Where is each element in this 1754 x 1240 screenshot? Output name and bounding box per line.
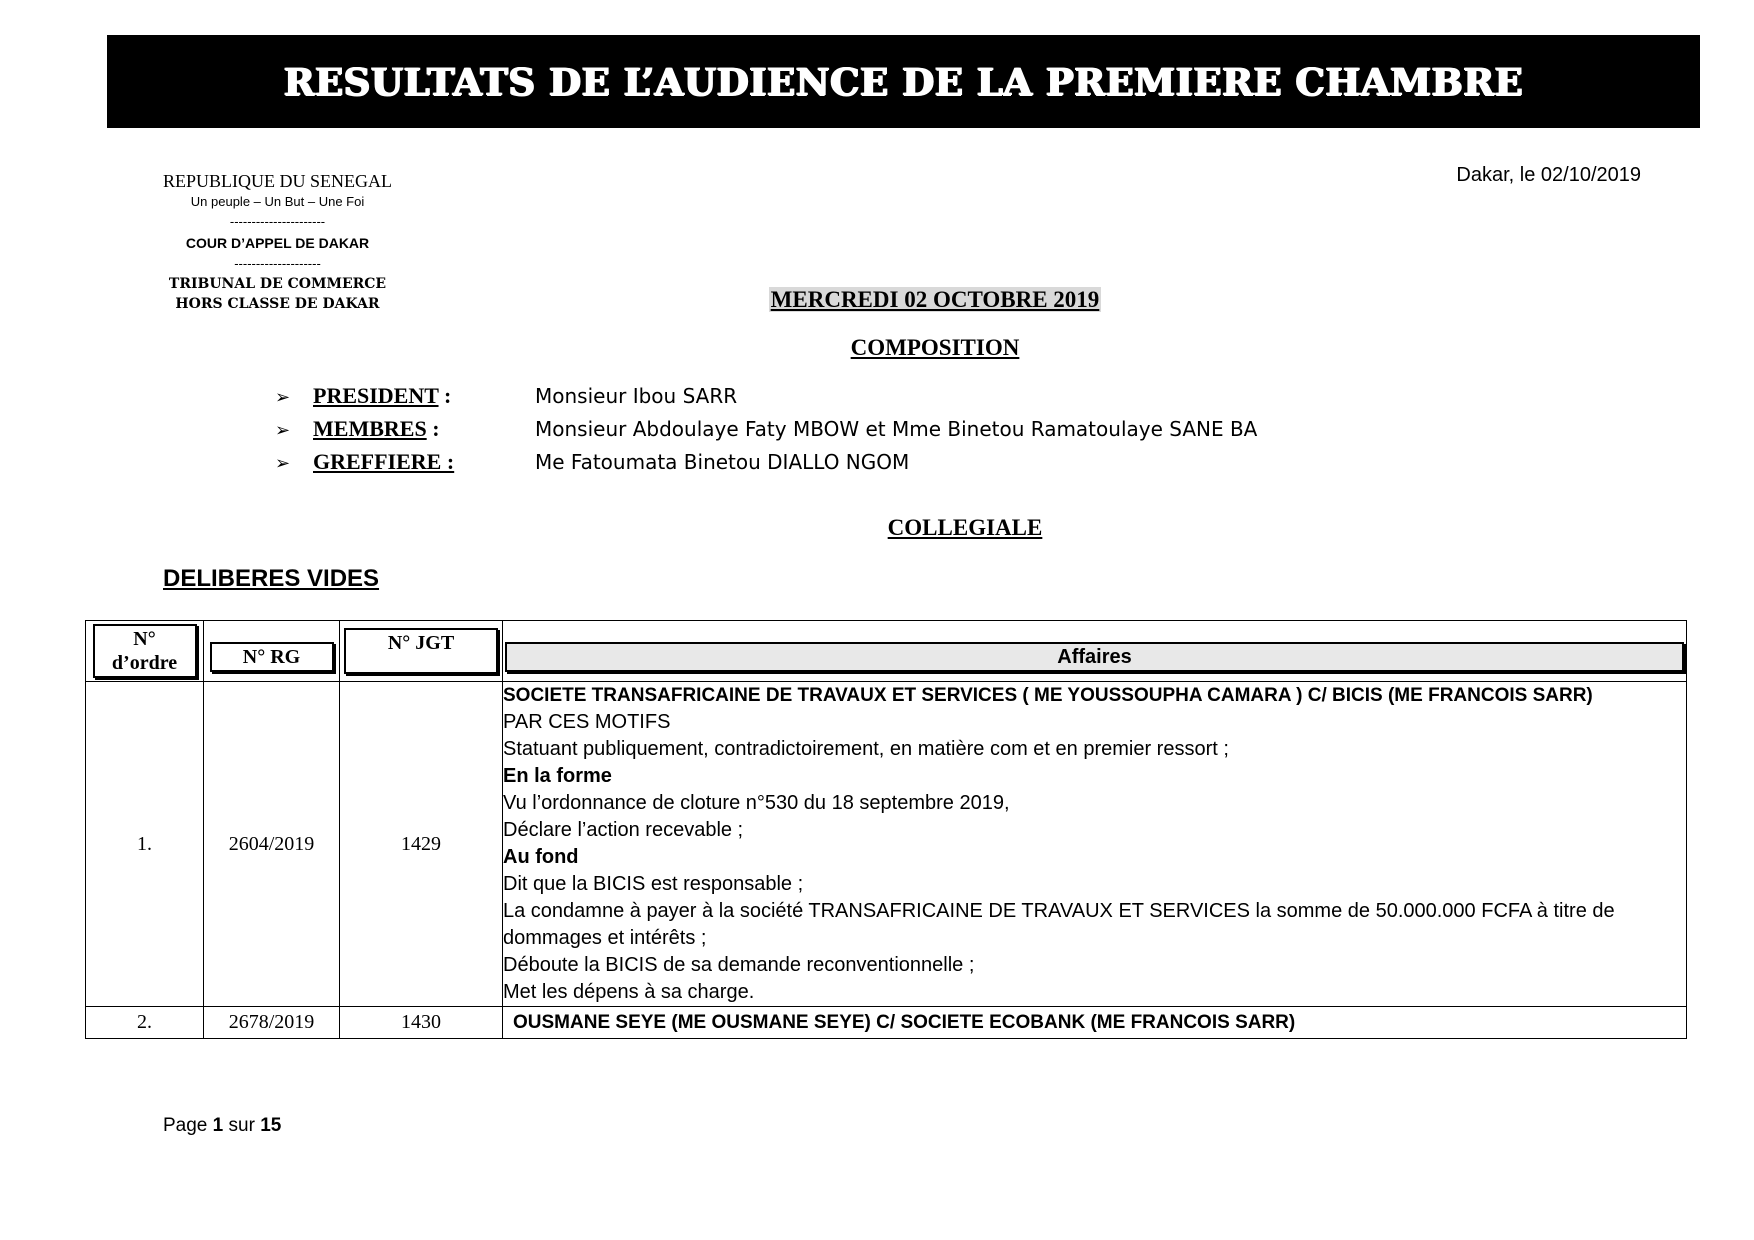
header-jgt: N° JGT [340,621,503,682]
header-rg: N° RG [204,621,340,682]
ruling-line: Met les dépens à sa charge. [503,981,755,1003]
page-total: 15 [260,1115,282,1136]
court-header [145,170,410,314]
document-banner [107,35,1700,128]
composition-role: PRESIDENT : [313,383,452,408]
composition-role: MEMBRES : [313,416,440,441]
composition-person: Me Fatoumata Binetou DIALLO NGOM [535,450,910,474]
cell-rg: 2678/2019 [204,1007,340,1039]
banner-title: RESULTATS DE L’AUDIENCE DE LA PREMIERE CHAMBRE [283,59,1524,104]
header-order: N° d’ordre [86,621,204,682]
ruling-line: La condamne à payer à la société TRANSAFRICAINE DE TRAVAUX ET SERVICES la somme de 50.000.000 FCFA à titre de dommages et intérêts ; [503,900,1615,949]
page-word: Page [163,1115,208,1136]
ruling-line: Déclare l’action recevable ; [503,819,744,841]
arrow-bullet-icon: ➢ [275,420,291,441]
cell-rg: 2604/2019 [204,682,340,1007]
composition-list [275,383,1257,482]
composition-row-president [275,383,1257,416]
ruling-line: Statuant publiquement, contradictoirement, en matière com et en premier ressort ; [503,738,1229,760]
ruling-heading: En la forme [503,765,612,787]
cell-jgt: 1430 [340,1007,503,1039]
ruling-line: PAR CES MOTIFS [503,711,671,733]
cell-order: 1. [86,682,204,1007]
composition-person: Monsieur Ibou SARR [535,384,738,408]
arrow-bullet-icon: ➢ [275,453,291,474]
cell-affaire [503,1007,1687,1039]
separator: ---------------------- [229,214,326,229]
ruling-line: Dit que la BICIS est responsable ; [503,873,804,895]
composition-role: GREFFIERE : [313,449,455,474]
composition-row-membres [275,416,1257,449]
case-parties: OUSMANE SEYE (ME OUSMANE SEYE) C/ SOCIETE ECOBANK (ME FRANCOIS SARR) [513,1012,1296,1033]
results-table [85,620,1687,1039]
section-title: DELIBERES VIDES [163,565,380,592]
cell-jgt: 1429 [340,682,503,1007]
header-affaires: Affaires [503,621,1687,682]
ruling-line: Déboute la BICIS de sa demande reconventionnelle ; [503,954,975,976]
place-date: Dakar, le 02/10/2019 [1456,164,1641,186]
page-of-word: sur [228,1115,255,1136]
composition-title: COMPOSITION [850,335,1020,360]
tribunal-name-line2: HORS CLASSE DE DAKAR [175,296,380,312]
court-name: COUR D’APPEL DE DAKAR [185,235,370,251]
ruling-heading: Au fond [503,846,579,868]
composition-person: Monsieur Abdoulaye Faty MBOW et Mme Binetou Ramatoulaye SANE BA [535,417,1258,441]
hearing-date [760,287,1110,313]
national-motto: Un peuple – Un But – Une Foi [190,194,365,209]
arrow-bullet-icon: ➢ [275,387,291,408]
hearing-date-text: MERCREDI 02 OCTOBRE 2019 [770,287,1100,312]
formation-title: COLLEGIALE [887,515,1043,540]
composition-row-greffiere [275,449,1257,482]
ruling-line: Vu l’ordonnance de cloture n°530 du 18 septembre 2019, [503,792,1010,814]
tribunal-name: TRIBUNAL DE COMMERCE [168,276,387,292]
page-current: 1 [212,1115,224,1136]
case-parties: SOCIETE TRANSAFRICAINE DE TRAVAUX ET SERVICES ( ME YOUSSOUPHA CAMARA ) C/ BICIS (ME FRANCOIS SARR) [503,685,1593,706]
page-footer [163,1115,281,1137]
separator: -------------------- [234,256,321,271]
table-row [86,682,1687,1007]
table-header-row [86,621,1687,682]
cell-order: 2. [86,1007,204,1039]
table-row [86,1007,1687,1039]
republic-name: REPUBLIQUE DU SENEGAL [163,171,392,191]
cell-affaire [503,682,1687,1007]
